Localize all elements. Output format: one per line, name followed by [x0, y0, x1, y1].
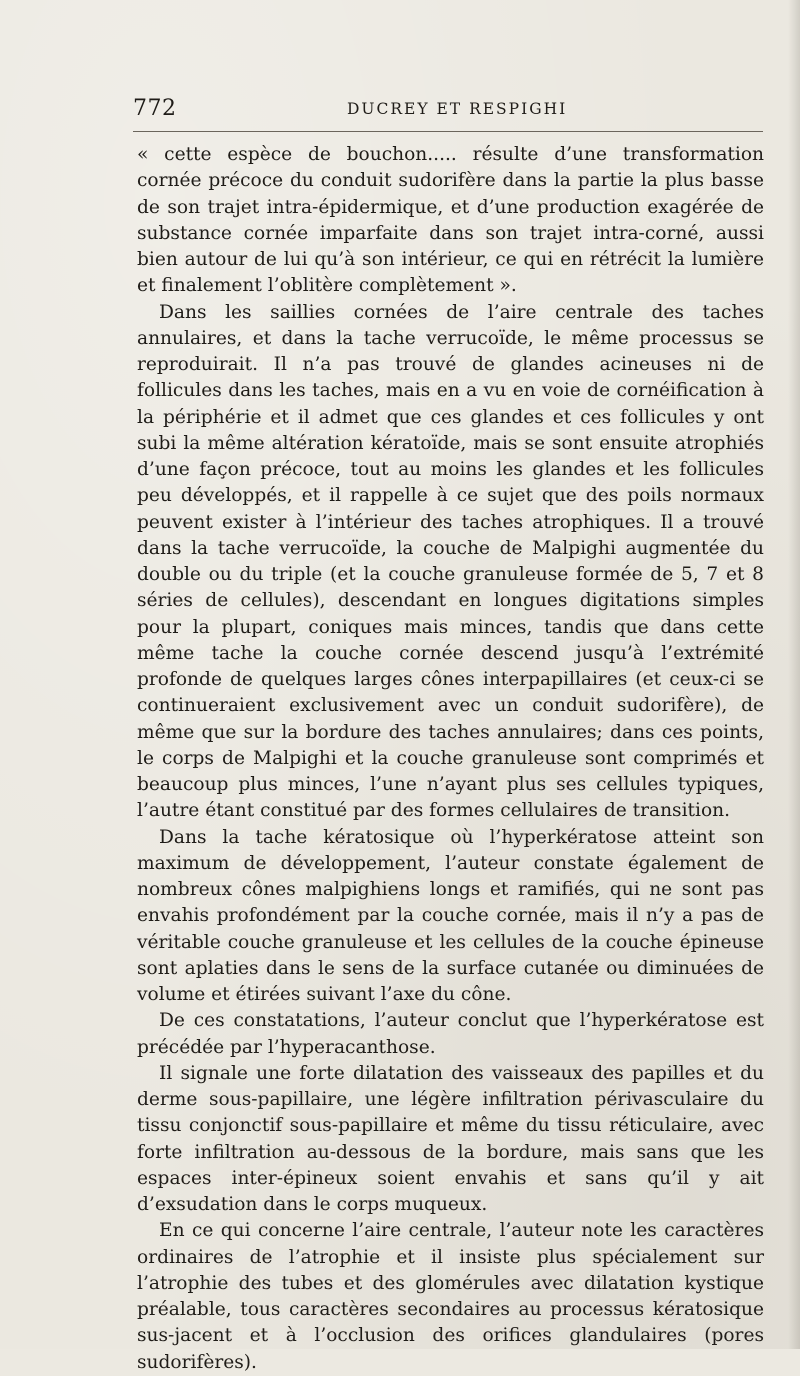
page-number: 772: [133, 96, 177, 121]
paragraph: Dans les saillies cornées de l’aire centrale des taches annulaires, et dans la tache verrucoïde, le même processus se reproduirait. Il n’a pas trouvé de glandes acineuses ni de follicules dans les taches, mais en a vu en voie de cornéification à la périphérie et il admet que ces glandes et ces follicules y ont subi la même altération kératoïde, mais se sont ensuite atrophiés d’une façon précoce, tout au moins les glandes et les follicules peu développés, et il rappelle à ce sujet que des poils normaux peuvent exister à l’intérieur des taches atrophiques. Il a trouvé dans la tache verrucoïde, la couche de Malpighi augmentée du double ou du triple (et la couche granuleuse formée de 5, 7 et 8 séries de cellules), descendant en longues digitations simples pour la plupart, coniques mais minces, tandis que dans cette même tache la couche cornée descend jusqu’à l’extrémité profonde de quelques larges cônes interpapillaires (et ceux-ci se continueraient exclusivement avec un conduit sudorifère), de même que sur la bordure des taches annulaires; dans ces points, le corps de Malpighi et la couche granuleuse sont comprimés et beaucoup plus minces, l’une n’ayant plus ses cellules typiques, l’autre étant constitué par des formes cellulaires de transition.: [137, 301, 764, 822]
paragraph: De ces constatations, l’auteur conclut que l’hyperkératose est précédée par l’hyperacanthose.: [137, 1010, 764, 1058]
body-text: [137, 142, 764, 1376]
paragraph: Il signale une forte dilatation des vaisseaux des papilles et du derme sous-papillaire, une légère infiltration périvasculaire du tissu conjonctif sous-papillaire et même du tissu réticulaire, avec forte infiltration au-dessous de la bordure, mais sans que les espaces inter-épineux soient envahis et sans qu’il y ait d’exsudation dans le corps muqueux.: [137, 1062, 764, 1215]
header-rule: [133, 131, 763, 132]
running-head: DUCREY ET RESPIGHI: [347, 100, 568, 118]
paragraph: Dans la tache kératosique où l’hyperkératose atteint son maximum de développement, l’auteur constate également de nombreux cônes malpighiens longs et ramifiés, qui ne sont pas envahis profondément par la couche cornée, mais il n’y a pas de véritable couche granuleuse et les cellules de la couche épineuse sont aplaties dans le sens de la surface cutanée ou diminuées de volume et étirées suivant l’axe du cône.: [137, 826, 764, 1005]
paragraph-quote: « cette espèce de bouchon..... résulte d’une transformation cornée précoce du conduit sudorifère dans la partie la plus basse de son trajet intra-épidermique, et d’une production exagérée de substance cornée imparfaite dans son trajet intra-corné, aussi bien autour de lui qu’à son intérieur, ce qui en rétrécit la lumière et finalement l’oblitère complètement ».: [137, 144, 764, 297]
page-header: [133, 96, 765, 126]
paragraph: En ce qui concerne l’aire centrale, l’auteur note les caractères ordinaires de l’atrophie et il insiste plus spécialement sur l’atrophie des tubes et des glomérules avec dilatation kystique préalable, tous caractères secondaires au processus kératosique sus-jacent et à l’occlusion des orifices glandulaires (pores sudorifères).: [137, 1220, 764, 1373]
